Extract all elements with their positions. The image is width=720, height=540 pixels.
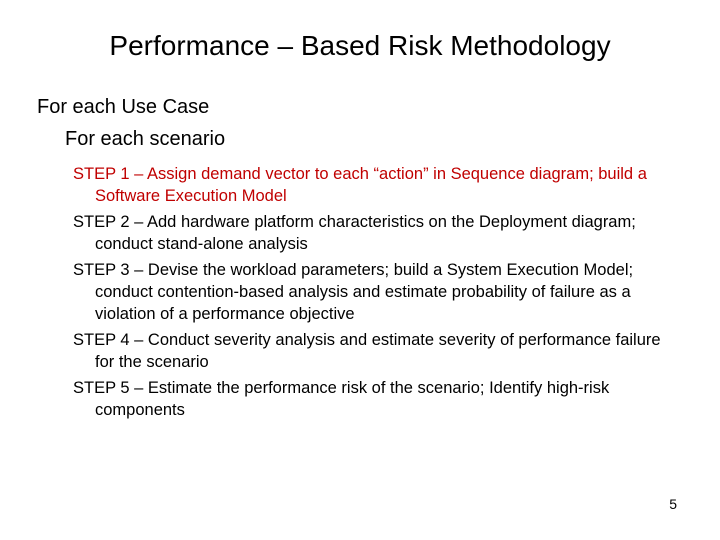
step-label: STEP 3 (73, 261, 130, 279)
step-item (73, 259, 673, 325)
step-text: Devise the workload parameters; build a System Execution Model; conduct contention-based analysis and estimate probability of failure as a violation of a performance objective (95, 261, 634, 323)
step-label: STEP 4 (73, 331, 130, 349)
step-item (73, 163, 673, 207)
step-item (73, 377, 673, 421)
slide-title: Performance – Based Risk Methodology (109, 30, 611, 61)
step-label: STEP 1 (73, 165, 130, 183)
step-label: STEP 2 (73, 213, 130, 231)
step-separator: – (129, 165, 147, 183)
bullet-use-case: For each Use Case (37, 96, 210, 118)
step-item (73, 211, 673, 255)
step-text: Assign demand vector to each “action” in Sequence diagram; build a Software Execution Model (95, 165, 647, 205)
step-text: Estimate the performance risk of the scenario; Identify high-risk components (95, 379, 610, 419)
step-separator: – (129, 379, 148, 397)
bullet-scenario: For each scenario (65, 128, 226, 150)
step-separator: – (129, 261, 148, 279)
step-label: STEP 5 (73, 379, 130, 397)
step-item (73, 329, 673, 373)
page-number: 5 (669, 496, 677, 512)
step-text: Add hardware platform characteristics on the Deployment diagram; conduct stand-alone analysis (95, 213, 636, 253)
step-list (73, 163, 673, 425)
step-text: Conduct severity analysis and estimate severity of performance failure for the scenario (95, 331, 661, 371)
step-separator: – (129, 213, 147, 231)
step-separator: – (129, 331, 148, 349)
